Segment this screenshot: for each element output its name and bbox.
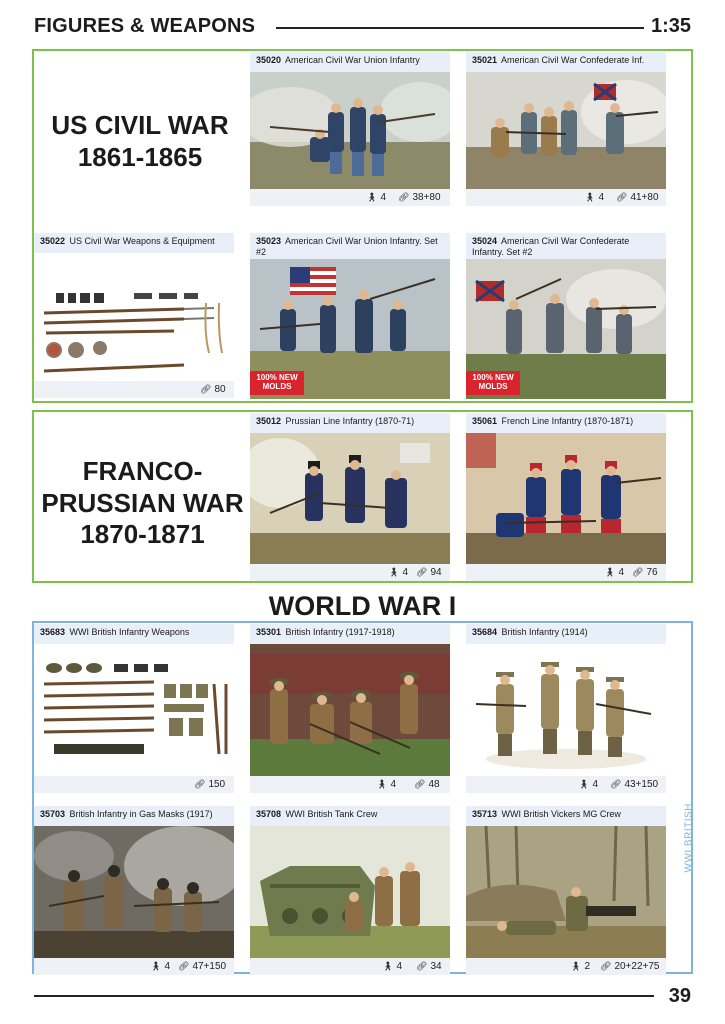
- figure-count: 🚶︎ 4: [366, 192, 386, 203]
- section-title-line: PRUSSIAN WAR: [41, 487, 244, 518]
- sprue-icon: 🔗︎: [610, 779, 622, 789]
- product-name: American Civil War Confederate Inf.: [501, 55, 645, 65]
- product-code: 35020: [256, 55, 282, 65]
- product-code: 35703: [40, 809, 66, 819]
- parts-count: 🔗︎ 34: [416, 961, 442, 972]
- product-image: [466, 72, 666, 189]
- product-card-35708[interactable]: [250, 806, 450, 975]
- footer-rule: [34, 995, 654, 997]
- parts-count: 🔗︎ 38+80: [398, 192, 441, 203]
- product-name: US Civil War Weapons & Equipment: [69, 236, 215, 246]
- product-header: [34, 806, 234, 826]
- figure-count: 🚶︎ 4: [388, 567, 408, 578]
- figure-count: 🚶︎ 4: [150, 961, 170, 972]
- parts-count: 🔗︎ 80: [200, 384, 226, 395]
- product-footer: [250, 958, 450, 975]
- figure-icon: 🚶︎: [150, 961, 162, 971]
- product-footer: [34, 381, 234, 398]
- product-card-35012[interactable]: [250, 413, 450, 581]
- figure-count: 🚶︎ 4: [604, 567, 624, 578]
- figure-icon: 🚶︎: [570, 961, 582, 971]
- product-card-35021[interactable]: [466, 52, 666, 206]
- sprue-icon: 🔗︎: [200, 384, 212, 394]
- product-name: British Infantry in Gas Masks (1917): [69, 809, 213, 819]
- figure-icon: 🚶︎: [376, 779, 388, 789]
- new-molds-badge: 100% NEW MOLDS: [466, 371, 520, 395]
- figure-count: 🚶︎ 4: [376, 779, 396, 790]
- product-header: [250, 806, 450, 826]
- figure-count: 🚶︎ 2: [570, 961, 590, 972]
- sprue-icon: 🔗︎: [616, 192, 628, 202]
- product-footer: [466, 776, 666, 793]
- product-footer: [466, 958, 666, 975]
- figure-count: 🚶︎ 4: [584, 192, 604, 203]
- product-image: [34, 253, 234, 381]
- product-card-35683[interactable]: [34, 624, 234, 793]
- product-code: 35061: [472, 416, 498, 426]
- figure-icon: 🚶︎: [366, 192, 378, 202]
- product-image: [34, 644, 234, 776]
- product-card-35023[interactable]: [250, 233, 450, 399]
- product-card-35024[interactable]: [466, 233, 666, 399]
- product-header: [466, 52, 666, 72]
- product-footer: [250, 189, 450, 206]
- scale-label: 1:35: [650, 15, 691, 37]
- page-number: 39: [668, 985, 691, 1007]
- product-name: WWI British Vickers MG Crew: [501, 809, 621, 819]
- section-title-civil-war: [40, 110, 240, 173]
- sprue-icon: 🔗︎: [416, 567, 428, 577]
- product-footer: [250, 776, 450, 793]
- product-card-35703[interactable]: [34, 806, 234, 975]
- sprue-icon: 🔗︎: [414, 779, 426, 789]
- product-header: [466, 624, 666, 644]
- product-code: 35023: [256, 236, 282, 246]
- parts-count: 🔗︎ 47+150: [178, 961, 227, 972]
- parts-count: 🔗︎ 150: [194, 779, 226, 790]
- product-code: 35708: [256, 809, 282, 819]
- product-image: [250, 259, 450, 399]
- product-code: 35684: [472, 627, 498, 637]
- product-image: [250, 644, 450, 776]
- product-header: [250, 52, 450, 72]
- product-card-35684[interactable]: [466, 624, 666, 793]
- product-header: [34, 624, 234, 644]
- product-card-35301[interactable]: [250, 624, 450, 793]
- product-name: American Civil War Union Infantry. Set #2: [256, 236, 438, 257]
- product-card-35061[interactable]: [466, 413, 666, 581]
- figure-icon: 🚶︎: [604, 567, 616, 577]
- product-footer: [34, 776, 234, 793]
- sprue-icon: 🔗︎: [416, 961, 428, 971]
- product-footer: [466, 564, 666, 581]
- product-footer: [34, 958, 234, 975]
- product-header: [466, 806, 666, 826]
- product-name: British Infantry (1914): [501, 627, 588, 637]
- header-rule: [276, 27, 644, 29]
- product-image: [250, 826, 450, 958]
- sprue-icon: 🔗︎: [194, 779, 206, 789]
- product-code: 35012: [256, 416, 282, 426]
- product-image: [250, 72, 450, 189]
- figure-icon: 🚶︎: [382, 961, 394, 971]
- parts-count: 🔗︎ 43+150: [610, 779, 659, 790]
- product-name: Prussian Line Infantry (1870-71): [285, 416, 415, 426]
- parts-count: 🔗︎ 94: [416, 567, 442, 578]
- product-code: 35713: [472, 809, 498, 819]
- figure-icon: 🚶︎: [584, 192, 596, 202]
- product-code: 35024: [472, 236, 498, 246]
- product-card-35020[interactable]: [250, 52, 450, 206]
- product-image: [250, 433, 450, 564]
- sprue-icon: 🔗︎: [600, 961, 612, 971]
- parts-count: 🔗︎ 41+80: [616, 192, 659, 203]
- product-name: British Infantry (1917-1918): [285, 627, 395, 637]
- product-name: American Civil War Confederate Infantry. Set #2: [472, 236, 630, 257]
- product-header: [250, 624, 450, 644]
- product-header: [250, 233, 450, 259]
- section-title-line: US CIVIL WAR: [51, 110, 229, 140]
- product-image: [466, 433, 666, 564]
- sprue-icon: 🔗︎: [632, 567, 644, 577]
- section-title-world-war-1: WORLD WAR I: [268, 591, 457, 621]
- product-image: [466, 826, 666, 958]
- figure-count: 🚶︎ 4: [578, 779, 598, 790]
- new-molds-badge: 100% NEW MOLDS: [250, 371, 304, 395]
- section-title-line: FRANCO-: [82, 456, 203, 486]
- product-name: WWI British Tank Crew: [285, 809, 378, 819]
- product-code: 35683: [40, 627, 66, 637]
- product-name: WWI British Infantry Weapons: [69, 627, 190, 637]
- product-footer: [466, 189, 666, 206]
- section-title-franco-prussian: [40, 456, 245, 551]
- product-header: [466, 413, 666, 433]
- product-header: [34, 233, 234, 253]
- product-name: French Line Infantry (1870-1871): [501, 416, 634, 426]
- parts-count: 🔗︎ 20+22+75: [600, 961, 660, 972]
- sprue-icon: 🔗︎: [178, 961, 190, 971]
- parts-count: 🔗︎ 76: [632, 567, 658, 578]
- product-name: American Civil War Union Infantry: [285, 55, 420, 65]
- product-image: [34, 826, 234, 958]
- page-title: FIGURES & WEAPONS: [34, 15, 256, 37]
- section-title-dates: 1861-1865: [77, 141, 203, 172]
- figure-count: 🚶︎ 4: [382, 961, 402, 972]
- figure-icon: 🚶︎: [388, 567, 400, 577]
- sprue-icon: 🔗︎: [398, 192, 410, 202]
- figure-icon: 🚶︎: [578, 779, 590, 789]
- product-image: [466, 644, 666, 776]
- product-header: [466, 233, 666, 259]
- product-code: 35022: [40, 236, 66, 246]
- product-footer: [250, 564, 450, 581]
- product-header: [250, 413, 450, 433]
- product-image: [466, 259, 666, 399]
- product-code: 35301: [256, 627, 282, 637]
- parts-count: 🔗︎ 48: [414, 779, 440, 790]
- product-code: 35021: [472, 55, 498, 65]
- product-card-35713[interactable]: [466, 806, 666, 975]
- product-card-35022[interactable]: [34, 233, 234, 398]
- section-title-dates: 1870-1871: [80, 519, 205, 550]
